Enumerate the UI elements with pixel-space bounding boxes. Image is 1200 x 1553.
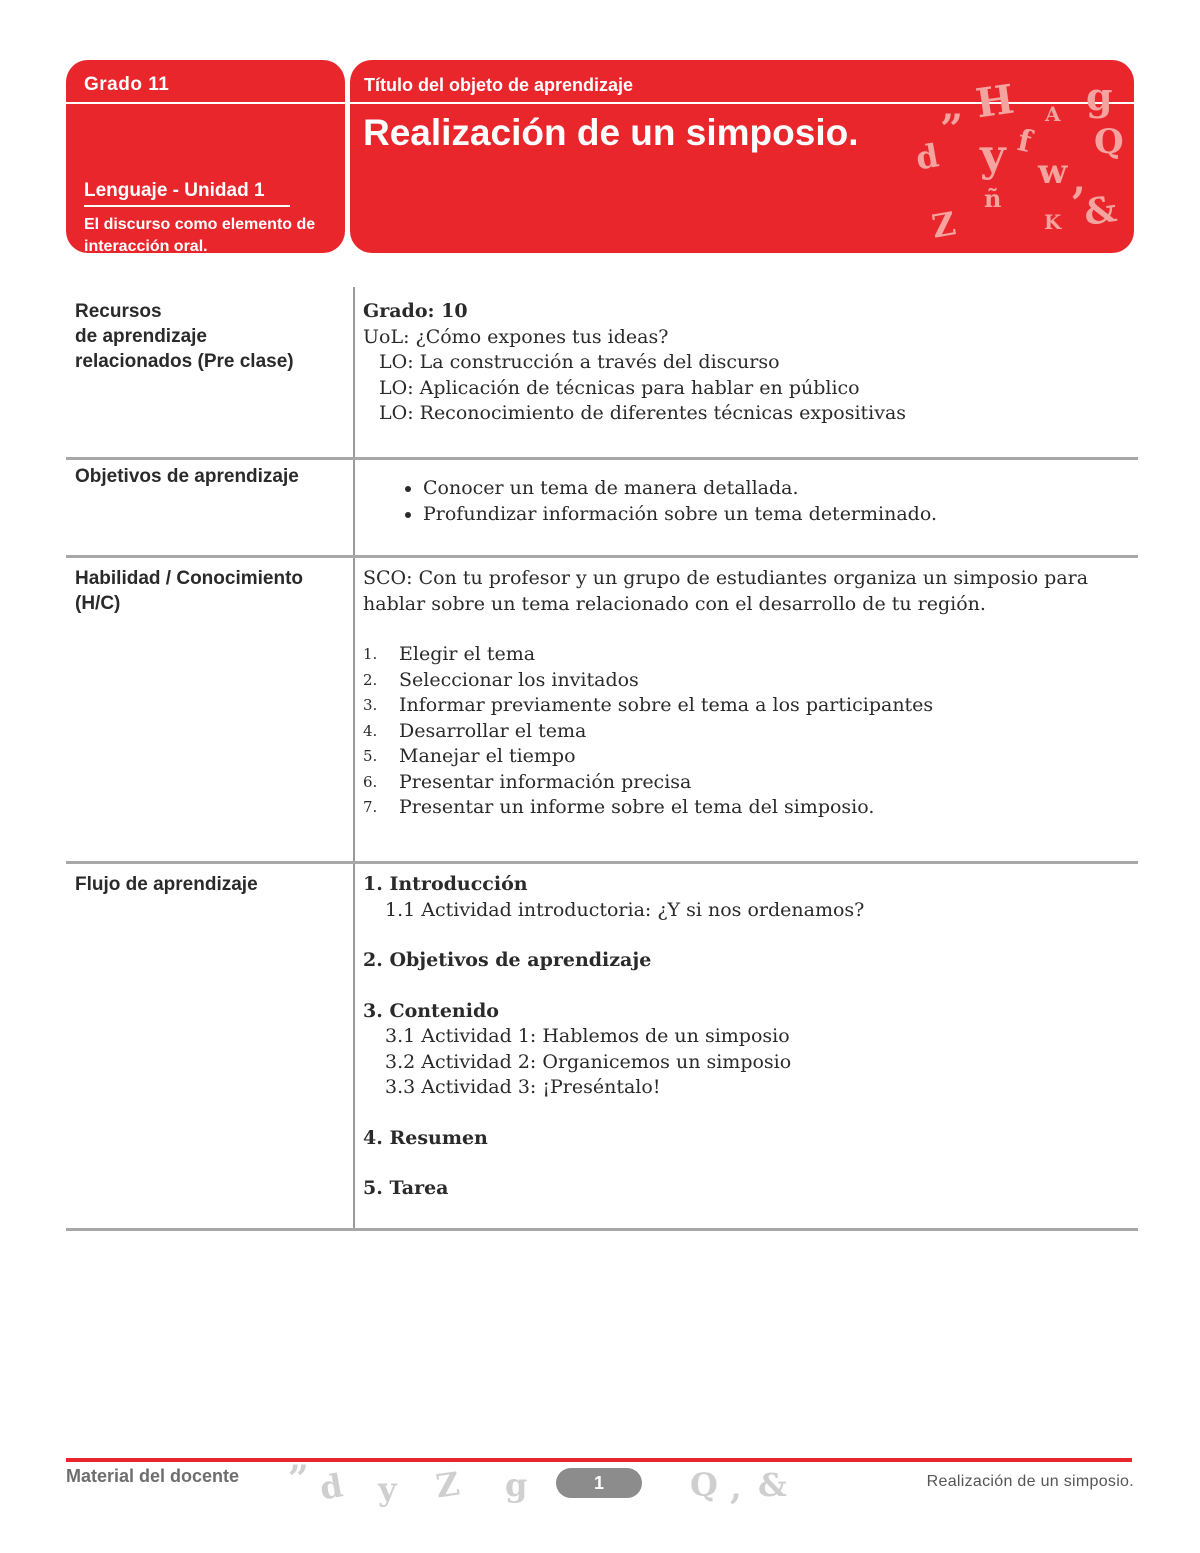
flow-label: Flujo de aprendizaje <box>75 874 258 895</box>
resources-label: Recursos de aprendizaje relacionados (Pre clase) <box>75 301 294 372</box>
decor-letter: H <box>972 75 1017 128</box>
unit-underline <box>84 205 290 207</box>
page-title: Realización de un simposio. <box>363 112 859 153</box>
decor-letter: w <box>1038 152 1068 192</box>
list-item: 5. Manejar el tiempo <box>363 745 576 767</box>
flow-section: 2. Objetivos de aprendizaje <box>363 949 652 971</box>
decor-letter: Z <box>928 204 959 246</box>
resources-lo: LO: Reconocimiento de diferentes técnicas expositivas <box>379 402 907 424</box>
decor-letter: d <box>912 136 942 178</box>
list-item: 3. Informar previamente sobre el tema a los participantes <box>363 694 934 716</box>
decor-letter: Q <box>690 1466 718 1504</box>
decor-letter: & <box>1081 187 1120 235</box>
flow-subsection: 3.3 Actividad 3: ¡Preséntalo! <box>385 1076 661 1098</box>
sco-text: SCO: Con tu profesor y un grupo de estudiantes organiza un simposio para <box>363 567 1089 589</box>
objectives-list <box>363 476 1133 527</box>
resources-lo: LO: Aplicación de técnicas para hablar en público <box>379 376 860 399</box>
decor-letter: Q <box>1094 122 1124 162</box>
decor-letter: , <box>730 1468 742 1508</box>
flow-section: 5. Tarea <box>363 1177 449 1199</box>
footer-rule <box>66 1458 1132 1462</box>
flow-subsection: 3.2 Actividad 2: Organicemos un simposio <box>385 1050 792 1073</box>
decor-letter: d <box>316 1466 346 1508</box>
flow-section: 3. Contenido <box>363 999 499 1022</box>
steps-list <box>363 642 1133 821</box>
decor-letter: & <box>758 1466 787 1504</box>
decor-letter: g <box>505 1466 528 1504</box>
list-item: 1. Elegir el tema <box>363 643 536 665</box>
list-item: • Conocer un tema de manera detallada. <box>423 476 1133 502</box>
resources-body <box>363 299 1133 427</box>
resources-lo: LO: La construcción a través del discurso <box>379 351 780 373</box>
decor-letter: ñ <box>984 184 1002 213</box>
grade-label: Grado 11 <box>84 74 170 95</box>
flow-section: 4. Resumen <box>363 1126 488 1149</box>
resources-grade: Grado: 10 <box>363 300 468 322</box>
row-divider <box>66 861 1138 864</box>
flow-section: 1. Introducción <box>363 873 528 895</box>
decor-letter: f <box>1014 123 1035 160</box>
skill-body <box>363 566 1133 821</box>
list-item: 4. Desarrollar el tema <box>363 719 587 742</box>
footer-material-label: Material del docente <box>66 1466 240 1486</box>
list-item: • Profundizar información sobre un tema determinado. <box>423 502 1133 528</box>
decor-letter: ” <box>940 106 964 153</box>
flow-body <box>363 872 1133 1202</box>
list-item: 6. Presentar información precisa <box>363 770 692 793</box>
list-item: 2. Seleccionar los invitados <box>363 668 639 691</box>
objectives-label: Objetivos de aprendizaje <box>75 466 299 487</box>
decor-letter: y <box>378 1470 397 1508</box>
row-divider <box>66 555 1138 558</box>
objectives-body <box>363 476 1133 527</box>
decor-letter: Z <box>433 1464 462 1506</box>
unit-label: Lenguaje - Unidad 1 <box>84 180 265 201</box>
decor-letter: y <box>980 130 1006 181</box>
page-number: 1 <box>556 1468 642 1498</box>
flow-subsection: 1.1 Actividad introductoria: ¿Y si nos ordenamos? <box>385 898 865 921</box>
row-divider <box>66 1228 1138 1231</box>
column-divider <box>353 287 355 1231</box>
skill-label: Habilidad / Conocimiento (H/C) <box>75 568 304 614</box>
sco-text: hablar sobre un tema relacionado con el desarrollo de tu región. <box>363 592 986 615</box>
header-grade-box <box>66 60 345 253</box>
decor-letter: , <box>1072 156 1086 203</box>
topic-label: El discurso como elemento de interacción oral. <box>84 216 316 253</box>
lesson-table <box>66 287 1138 1231</box>
decor-letter: A <box>1045 102 1061 126</box>
row-divider <box>66 457 1138 460</box>
decor-letter: K <box>1044 210 1062 234</box>
header-title-box <box>350 60 1134 253</box>
decor-letter: g <box>1086 74 1113 119</box>
footer-title: Realización de un simposio. <box>926 1473 1134 1490</box>
title-caption: Título del objeto de aprendizaje <box>364 75 634 95</box>
decor-letter: ” <box>288 1458 309 1500</box>
resources-uol: UoL: ¿Cómo expones tus ideas? <box>363 325 669 348</box>
list-item: 7. Presentar un informe sobre el tema del simposio. <box>363 796 875 818</box>
flow-subsection: 3.1 Actividad 1: Hablemos de un simposio <box>385 1025 790 1047</box>
